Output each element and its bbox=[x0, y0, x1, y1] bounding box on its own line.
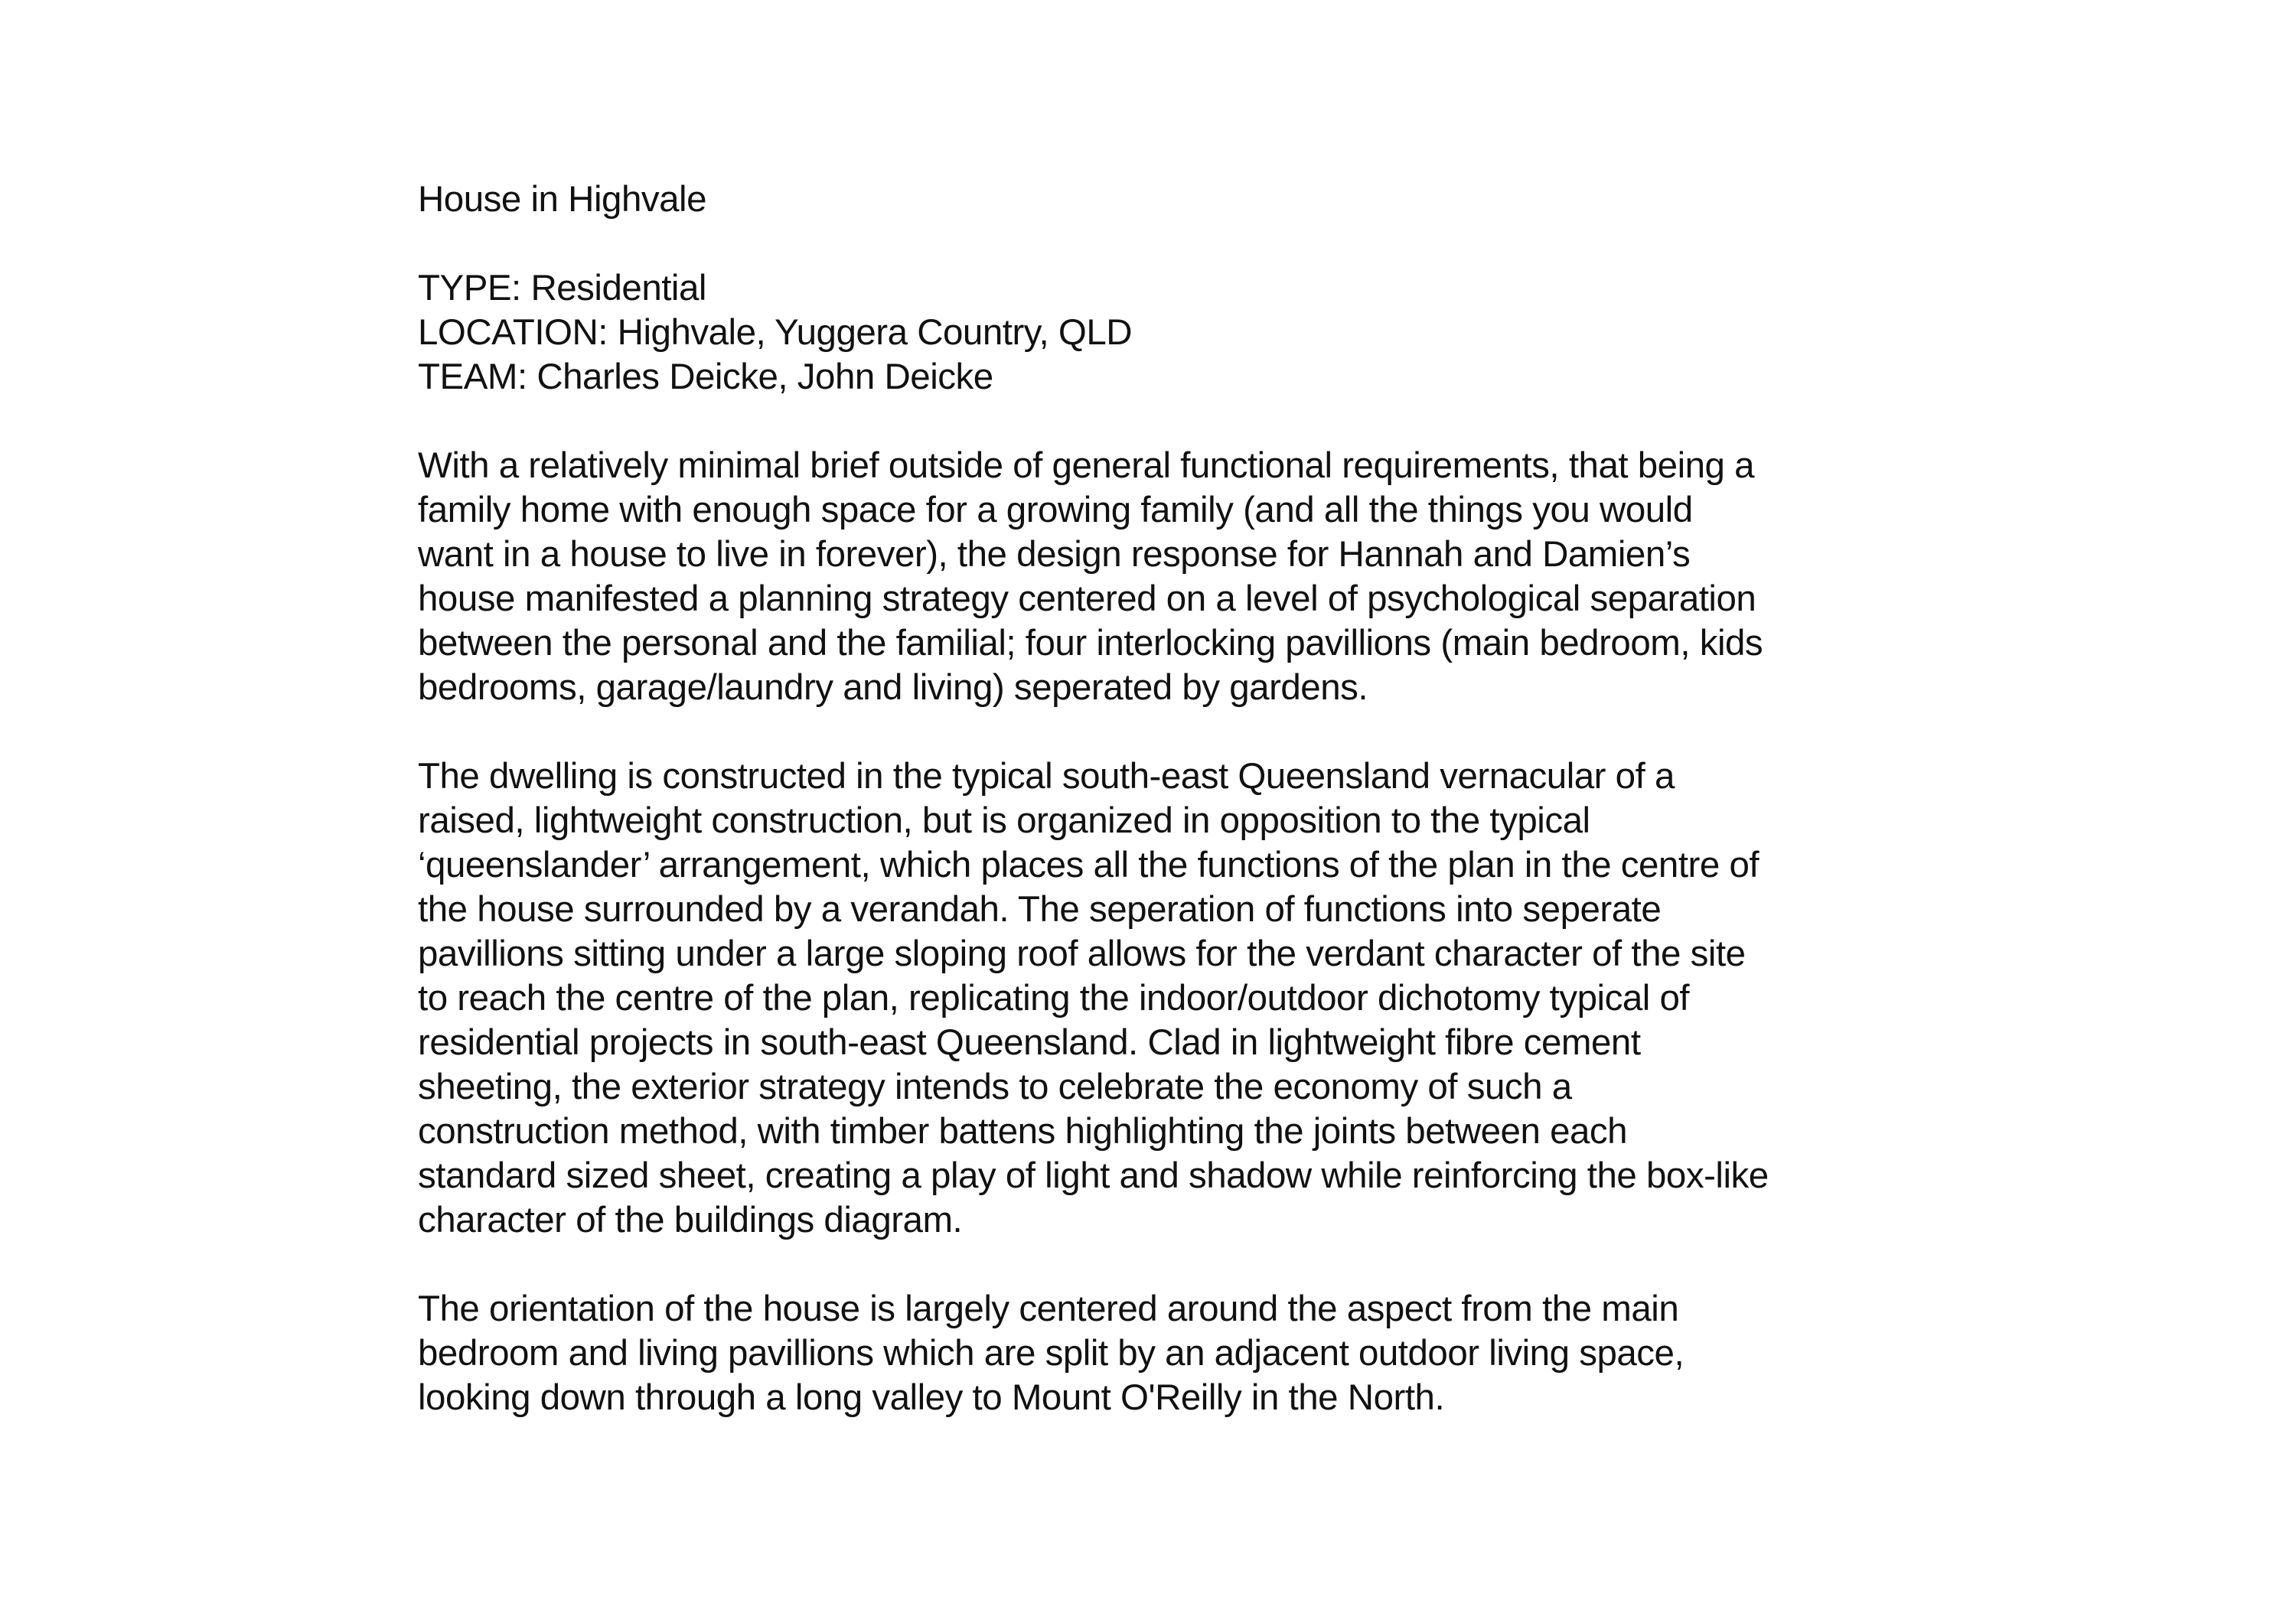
paragraph-line: With a relatively minimal brief outside of general functional requirements, that being a bbox=[418, 445, 1755, 486]
paragraph-line: residential projects in south-east Queensland. Clad in lightweight fibre cement bbox=[418, 1022, 1641, 1063]
paragraph-line: raised, lightweight construction, but is organized in opposition to the typical bbox=[418, 800, 1590, 841]
paragraph-construction bbox=[418, 754, 1864, 1243]
paragraph-line: standard sized sheet, creating a play of light and shadow while reinforcing the box-like bbox=[418, 1155, 1769, 1196]
paragraph-line: want in a house to live in forever), the design response for Hannah and Damien’s bbox=[418, 534, 1691, 575]
paragraph-line: house manifested a planning strategy centered on a level of psychological separation bbox=[418, 578, 1756, 619]
paragraph-orientation bbox=[418, 1287, 1864, 1420]
paragraph-brief bbox=[418, 444, 1864, 710]
spacer bbox=[418, 1243, 1864, 1287]
paragraph-line: to reach the centre of the plan, replicating the indoor/outdoor dichotomy typical of bbox=[418, 978, 1690, 1018]
paragraph-line: character of the buildings diagram. bbox=[418, 1200, 963, 1240]
spacer bbox=[418, 222, 1864, 266]
project-description bbox=[418, 178, 1864, 1420]
paragraph-line: bedroom and living pavillions which are split by an adjacent outdoor living space, bbox=[418, 1333, 1684, 1374]
paragraph-line: construction method, with timber battens highlighting the joints between each bbox=[418, 1111, 1628, 1152]
spacer bbox=[418, 399, 1864, 444]
paragraph-line: sheeting, the exterior strategy intends to celebrate the economy of such a bbox=[418, 1067, 1572, 1107]
paragraph-line: The orientation of the house is largely centered around the aspect from the main bbox=[418, 1289, 1679, 1329]
paragraph-line: bedrooms, garage/laundry and living) seperated by gardens. bbox=[418, 667, 1368, 708]
paragraph-line: family home with enough space for a growing family (and all the things you would bbox=[418, 490, 1693, 530]
paragraph-line: pavillions sitting under a large sloping roof allows for the verdant character of the site bbox=[418, 934, 1746, 974]
paragraph-line: looking down through a long valley to Mount O'Reilly in the North. bbox=[418, 1377, 1445, 1418]
project-title: House in Highvale bbox=[418, 179, 706, 220]
spacer bbox=[418, 710, 1864, 754]
paragraph-line: The dwelling is constructed in the typical south-east Queensland vernacular of a bbox=[418, 756, 1675, 797]
paragraph-line: between the personal and the familial; four interlocking pavillions (main bedroom, kids bbox=[418, 623, 1763, 663]
meta-location: LOCATION: Highvale, Yuggera Country, QLD bbox=[418, 312, 1133, 353]
meta-type: TYPE: Residential bbox=[418, 268, 706, 308]
paragraph-line: the house surrounded by a verandah. The seperation of functions into seperate bbox=[418, 889, 1662, 930]
meta-team: TEAM: Charles Deicke, John Deicke bbox=[418, 357, 993, 397]
paragraph-line: ‘queenslander’ arrangement, which places all the functions of the plan in the centre of bbox=[418, 845, 1760, 885]
